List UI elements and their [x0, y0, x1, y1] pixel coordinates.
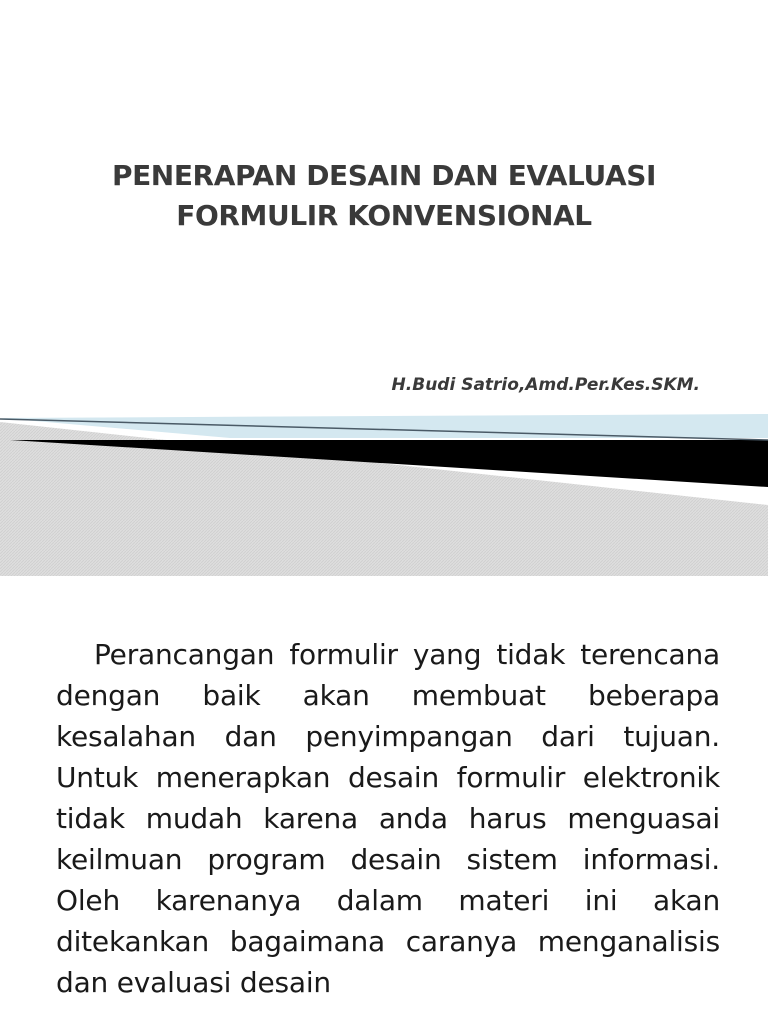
body-paragraph: Perancangan formulir yang tidak terencana dengan baik akan membuat beberapa kesalahan dan penyimpangan dari tujuan. Untuk menerapkan desain formulir elektronik tidak mudah karena anda harus menguasai keilmuan program desain sistem informasi. Oleh karenanya dalam materi ini akan ditekankan bagaimana caranya menganalisis dan evaluasi desain: [56, 638, 720, 999]
slide-title-line-2: FORMULIR KONVENSIONAL: [176, 199, 592, 232]
slide-author: H.Budi Satrio,Amd.Per.Kes.SKM.: [391, 375, 700, 395]
decorative-banner: [0, 410, 768, 576]
slide-title-line-1: PENERAPAN DESAIN DAN EVALUASI: [111, 159, 657, 192]
light-blue-wedge: [0, 414, 768, 438]
slide-title: [40, 156, 728, 236]
